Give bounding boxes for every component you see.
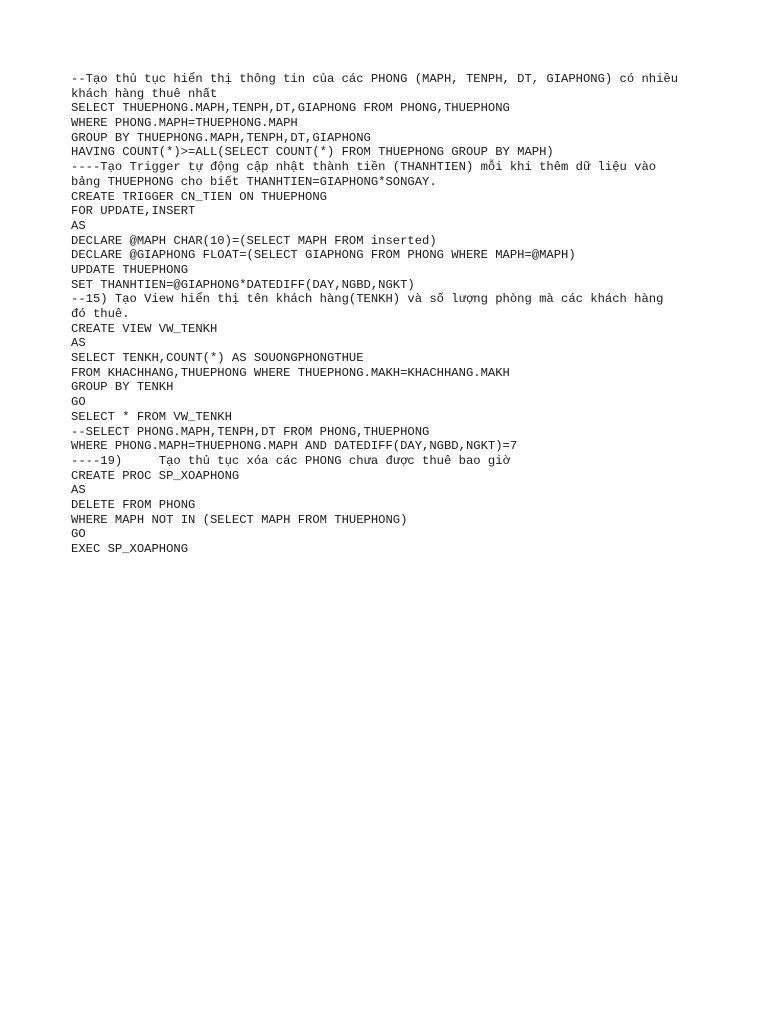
code-line: HAVING COUNT(*)>=ALL(SELECT COUNT(*) FROM THUEPHONG GROUP BY MAPH) [71,145,554,160]
sql-code-block [71,72,711,557]
code-line: CREATE PROC SP_XOAPHONG [71,468,240,483]
code-line: CREATE TRIGGER CN_TIEN ON THUEPHONG [71,189,327,204]
code-line: AS [71,218,86,233]
code-line: --SELECT PHONG.MAPH,TENPH,DT FROM PHONG,THUEPHONG [71,424,430,439]
code-line: khách hàng thuê nhất [71,86,218,101]
code-line: DECLARE @GIAPHONG FLOAT=(SELECT GIAPHONG FROM PHONG WHERE MAPH=@MAPH) [71,248,576,263]
code-line: EXEC SP_XOAPHONG [71,542,189,556]
code-line: SET THANHTIEN=@GIAPHONG*DATEDIFF(DAY,NGBD,NGKT) [71,277,415,292]
code-line: FROM KHACHHANG,THUEPHONG WHERE THUEPHONG.MAKH=KHACHHANG.MAKH [71,365,510,380]
code-line: --15) Tạo View hiển thị tên khách hàng(TENKH) và số lượng phòng mà các khách hàng [71,292,664,307]
code-line: GO [71,527,86,542]
code-line: DELETE FROM PHONG [71,497,196,512]
code-line: ----Tạo Trigger tự động cập nhật thành tiền (THANHTIEN) mỗi khi thêm dữ liệu vào [71,160,657,175]
code-line: ----19) Tạo thủ tục xóa các PHONG chưa được thuê bao giờ [71,453,510,468]
code-line: AS [71,483,86,498]
code-line: SELECT * FROM VW_TENKH [71,409,232,424]
code-line: UPDATE THUEPHONG [71,262,189,277]
code-line: WHERE PHONG.MAPH=THUEPHONG.MAPH AND DATEDIFF(DAY,NGBD,NGKT)=7 [71,439,518,454]
code-line: CREATE VIEW VW_TENKH [71,321,218,336]
code-line: GROUP BY TENKH [71,380,174,395]
code-line: bảng THUEPHONG cho biết THANHTIEN=GIAPHONG*SONGAY. [71,174,437,189]
code-line: SELECT THUEPHONG.MAPH,TENPH,DT,GIAPHONG FROM PHONG,THUEPHONG [71,101,510,116]
code-line: đó thuê. [71,307,130,321]
code-line: AS [71,336,86,351]
code-line: GROUP BY THUEPHONG.MAPH,TENPH,DT,GIAPHONG [71,130,371,145]
code-line: SELECT TENKH,COUNT(*) AS SOUONGPHONGTHUE [71,351,364,366]
code-line: DECLARE @MAPH CHAR(10)=(SELECT MAPH FROM inserted) [71,233,437,248]
code-line: FOR UPDATE,INSERT [71,204,196,219]
code-line: GO [71,395,86,410]
code-line: --Tạo thủ tục hiển thị thông tin của các PHONG (MAPH, TENPH, DT, GIAPHONG) có nhiều [71,72,679,86]
code-line: WHERE PHONG.MAPH=THUEPHONG.MAPH [71,116,298,131]
code-line: WHERE MAPH NOT IN (SELECT MAPH FROM THUEPHONG) [71,512,408,527]
